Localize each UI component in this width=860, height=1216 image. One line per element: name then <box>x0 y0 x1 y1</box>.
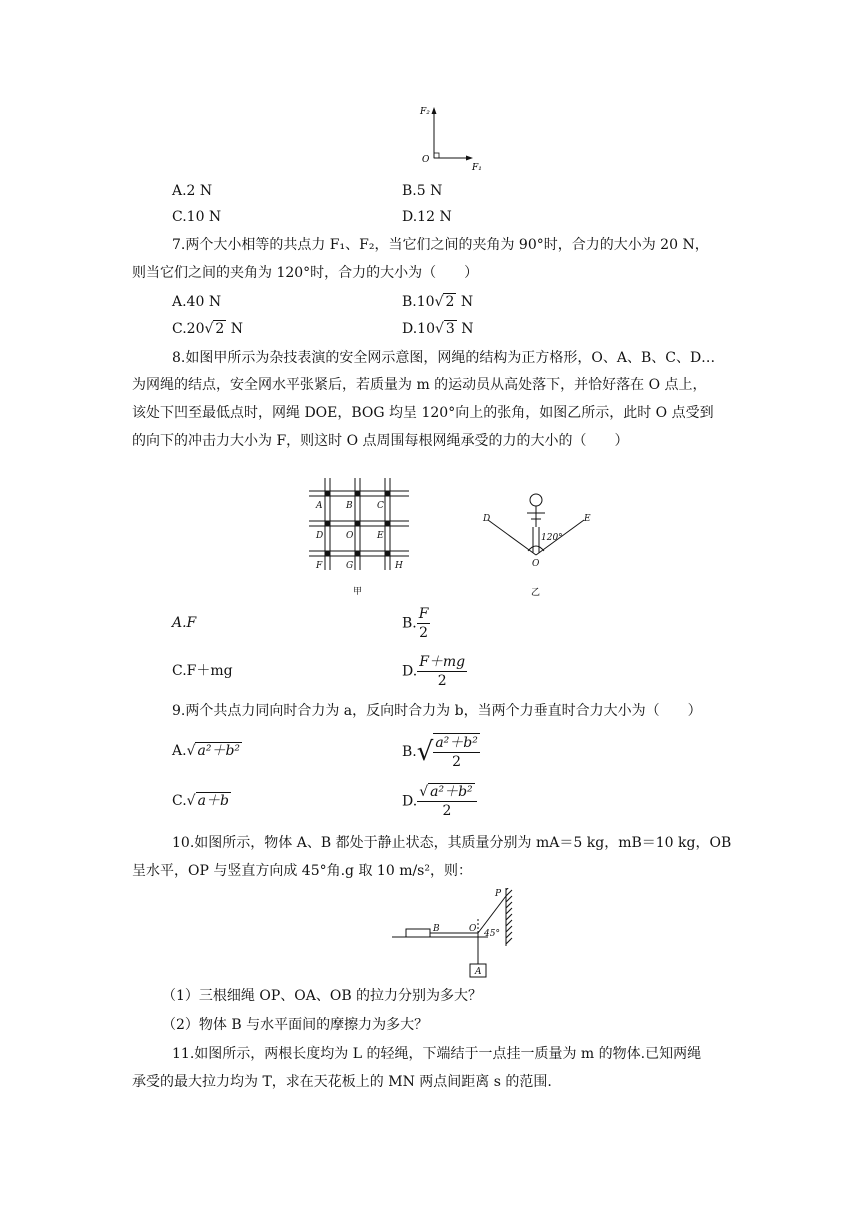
force-diagram-q6 <box>410 98 490 178</box>
q10-label-o: O <box>469 924 477 934</box>
q7-option-d: D.10√ 3 N <box>402 321 474 337</box>
q10-sub1: （1）三根细绳 OP、OA、OB 的拉力分别为多大？ <box>162 988 483 1004</box>
q10-label-angle: 45° <box>484 929 500 939</box>
safety-net-figure <box>305 470 415 600</box>
q8-stem-line4: 的向下的冲击力大小为 F，则这时 O 点周围每根网绳承受的力的大小的（ ） <box>132 433 629 449</box>
q10-label-a: A <box>475 967 482 977</box>
yi-label-o: O <box>532 559 540 569</box>
q10-stem-line2: 呈水平，OP 与竖直方向成 45°角.g 取 10 m/s²，则： <box>132 863 472 879</box>
yi-label-angle: 120° <box>541 533 563 543</box>
q8-option-b: B. $\frac{F}{2}$ <box>402 606 429 641</box>
q10-label-p: P <box>495 889 502 899</box>
net-label-f: F <box>316 561 323 571</box>
net-label-d: D <box>316 531 324 541</box>
q9-option-a: A.√ a²＋b² <box>172 743 241 759</box>
q6-option-a: A.2 N <box>172 183 213 199</box>
q6-option-d: D.12 N <box>402 209 452 225</box>
yi-label-d: D <box>483 514 491 524</box>
q11-stem-line2: 承受的最大拉力均为 T，求在天花板上的 MN 两点间距离 s 的范围. <box>132 1074 552 1090</box>
label-f1: F₁ <box>472 163 482 173</box>
q8-stem-line1: 8.如图甲所示为杂技表演的安全网示意图，网绳的结构为正方格形，O、A、B、C、D… <box>172 350 716 366</box>
q7-stem-line1: 7.两个大小相等的共点力 F₁、F₂，当它们之间的夹角为 90°时，合力的大小为 20 N， <box>172 237 709 253</box>
net-label-g: G <box>346 561 354 571</box>
yi-label-e: E <box>584 514 591 524</box>
q8-option-a: A.F <box>172 615 197 631</box>
q6-option-b: B.5 N <box>402 183 443 199</box>
net-label-a: A <box>316 501 323 511</box>
net-label-o: O <box>346 531 354 541</box>
net-label-h: H <box>395 561 403 571</box>
acrobat-figure <box>478 485 608 600</box>
q9-option-c: C.√ a＋b <box>172 793 229 809</box>
caption-jia: 甲 <box>353 587 363 597</box>
q9-option-d: D. $\frac{\text{√ a²＋b²}}{2}$ <box>402 783 477 820</box>
q10-sub2: （2）物体 B 与水平面间的摩擦力为多大？ <box>162 1017 429 1033</box>
q7-stem-line2: 则当它们之间的夹角为 120°时，合力的大小为（ ） <box>132 265 479 281</box>
q10-stem-line1: 10.如图所示，物体 A、B 都处于静止状态，其质量分别为 mA＝5 kg，mB＝10 kg，OB <box>172 835 732 851</box>
q8-stem-line3: 该处下凹至最低点时，网绳 DOE，BOG 均呈 120°向上的张角，如图乙所示，此时 O 点受到 <box>132 405 714 421</box>
net-label-e: E <box>377 531 384 541</box>
q8-stem-line2: 为网绳的结点，安全网水平张紧后，若质量为 m 的运动员从高处落下，并恰好落在 O 点上， <box>132 377 707 393</box>
caption-yi: 乙 <box>531 588 541 598</box>
q7-option-c: C.20√ 2 N <box>172 321 244 337</box>
q7-option-a: A.40 N <box>172 294 222 310</box>
label-f2: F₂ <box>420 107 430 117</box>
pulley-figure-q10 <box>392 888 522 980</box>
q8-option-c: C.F＋mg <box>172 663 233 679</box>
q10-label-b: B <box>433 924 440 934</box>
q8-option-d: D. $\frac{F+mg}{2}$ <box>402 654 466 689</box>
net-label-b: B <box>346 501 353 511</box>
q9-option-b: B.√ $\frac{\text{a²＋b²}}{2}$ <box>402 735 478 770</box>
q11-stem-line1: 11.如图所示，两根长度均为 L 的轻绳，下端结于一点挂一质量为 m 的物体.已知两绳 <box>172 1046 702 1062</box>
label-o: O <box>422 155 430 165</box>
q9-stem: 9.两个共点力同向时合力为 a，反向时合力为 b，当两个力垂直时合力大小为（ ） <box>172 703 702 719</box>
q7-option-b: B.10√ 2 N <box>402 294 474 310</box>
q6-option-c: C.10 N <box>172 209 222 225</box>
net-label-c: C <box>377 501 384 511</box>
